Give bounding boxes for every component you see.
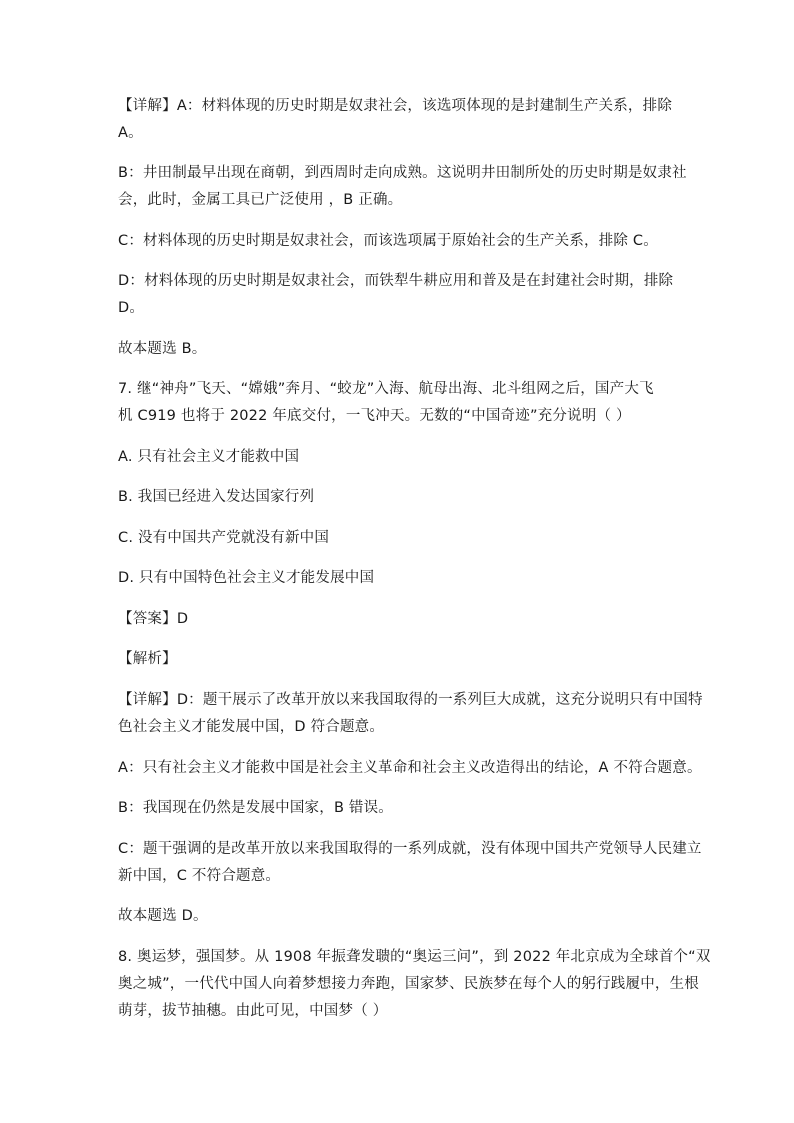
line-text: A：只有社会主义才能救中国是社会主义革命和社会主义改造得出的结论，A 不符合题意。 — [118, 760, 702, 776]
line-text: D — [176, 611, 189, 627]
section-tag: 【解析】 — [118, 651, 177, 667]
text-line — [118, 866, 688, 886]
question-line — [118, 947, 711, 967]
line-text: 色社会主义才能发展中国，D 符合题意。 — [118, 719, 385, 735]
text-line — [118, 298, 688, 318]
text-line — [118, 906, 688, 926]
option-c — [118, 528, 688, 548]
line-text: 7. 继“神舟”飞天、“嫦娥”奔月、“蛟龙”入海、航母出海、北斗组网之后，国产大飞 — [118, 381, 654, 397]
line-text: 故本题选 D。 — [118, 908, 208, 924]
line-text: D. 只有中国特色社会主义才能发展中国 — [118, 570, 375, 586]
line-text: 会，此时，金属工具已广泛使用 ，B 正确。 — [118, 192, 403, 208]
line-text: C：材料体现的历史时期是奴隶社会，而该选项属于原始社会的生产关系，排除 C。 — [118, 233, 658, 249]
line-text: C：题干强调的是改革开放以来我国取得的一系列成就，没有体现中国共产党领导人民建立 — [118, 841, 702, 857]
text-line — [118, 339, 688, 359]
section-tag: 【详解】 — [118, 98, 177, 114]
text-line — [118, 798, 688, 818]
option-a — [118, 447, 688, 467]
analysis-heading — [118, 649, 688, 669]
line-text: 奥之城”，一代代中国人向着梦想接力奔跑，国家梦、民族梦在每个人的躬行践履中，生根 — [118, 976, 700, 992]
line-text: D：题干展示了改革开放以来我国取得的一系列巨大成就，这充分说明只有中国特 — [176, 692, 703, 708]
line-text: 8. 奥运梦，强国梦。从 1908 年振聋发聩的“奥运三问”，到 2022 年北京成为全球首个“双 — [118, 949, 711, 965]
question-line — [118, 1001, 688, 1021]
text-line — [118, 271, 688, 291]
text-line — [118, 839, 702, 859]
text-line — [118, 163, 688, 183]
line-text: 故本题选 B。 — [118, 341, 207, 357]
question-line — [118, 406, 688, 426]
line-text: B：我国现在仍然是发展中国家，B 错误。 — [118, 800, 394, 816]
line-text: 新中国，C 不符合题意。 — [118, 868, 281, 884]
text-line — [118, 96, 688, 116]
line-text: A。 — [118, 125, 143, 141]
line-text: B：井田制最早出现在商朝，到西周时走向成熟。这说明井田制所处的历史时期是奴隶社 — [118, 165, 687, 181]
question-line — [118, 974, 700, 994]
section-tag: 【答案】 — [118, 611, 177, 627]
line-text: A：材料体现的历史时期是奴隶社会，该选项体现的是封建制生产关系，排除 — [176, 98, 673, 114]
line-text: D。 — [118, 300, 145, 316]
line-text: 机 C919 也将于 2022 年底交付，一飞冲天。无数的“中国奇迹”充分说明（ ） — [118, 408, 631, 424]
text-line — [118, 690, 703, 710]
text-line — [118, 758, 702, 778]
question-line — [118, 379, 688, 399]
text-line — [118, 190, 688, 210]
text-line — [118, 231, 688, 251]
line-text: C. 没有中国共产党就没有新中国 — [118, 530, 330, 546]
line-text: A. 只有社会主义才能救中国 — [118, 449, 300, 465]
section-tag: 【详解】 — [118, 692, 177, 708]
answer-line — [118, 609, 688, 629]
text-line — [118, 123, 688, 143]
line-text: B. 我国已经进入发达国家行列 — [118, 489, 315, 505]
text-line — [118, 717, 688, 737]
line-text: 萌芽，拔节抽穗。由此可见，中国梦（ ） — [118, 1003, 388, 1019]
option-b — [118, 487, 688, 507]
line-text: D：材料体现的历史时期是奴隶社会，而铁犁牛耕应用和普及是在封建社会时期，排除 — [118, 273, 674, 289]
option-d — [118, 568, 688, 588]
